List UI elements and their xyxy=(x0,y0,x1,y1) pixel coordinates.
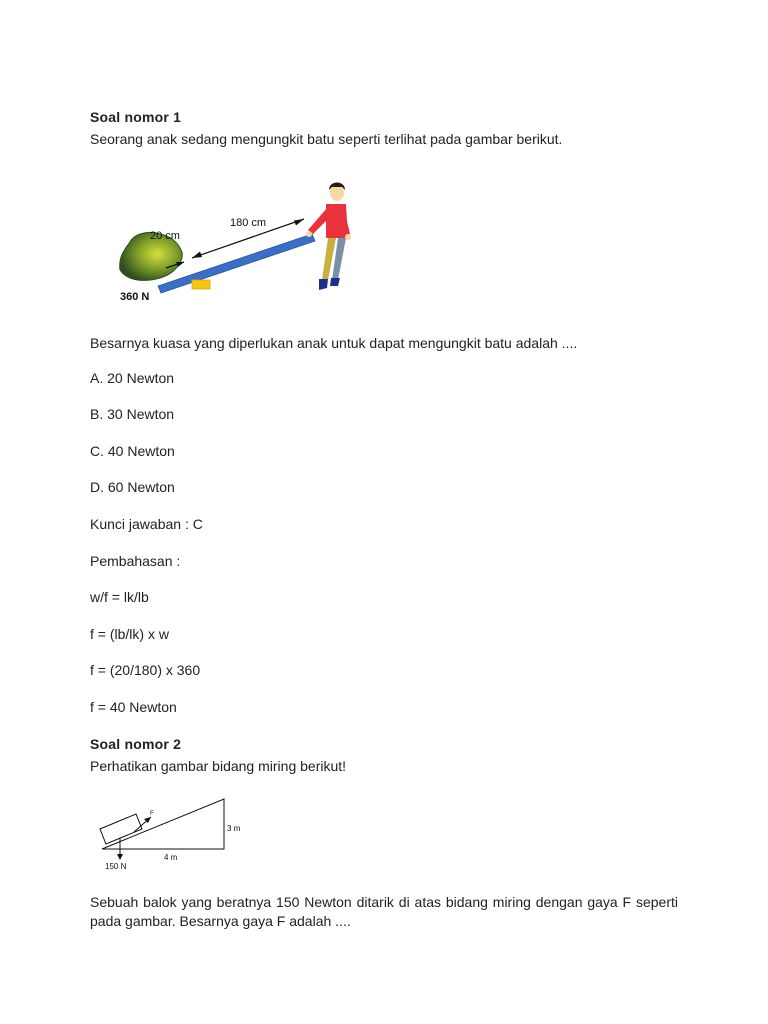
label-long-arm: 180 cm xyxy=(230,217,267,229)
label-force: F xyxy=(150,811,154,817)
q1-option-d: D. 60 Newton xyxy=(90,479,175,495)
q2-question: Sebuah balok yang beratnya 150 Newton ditarik di atas bidang miring dengan gaya F seperti pada gambar. Besarnya gaya F adalah .... xyxy=(90,894,678,929)
q1-discussion-label: Pembahasan : xyxy=(90,553,181,569)
q1-intro: Seorang anak sedang mengungkit batu seperti terlihat pada gambar berikut. xyxy=(90,131,563,147)
q1-question: Besarnya kuasa yang diperlukan anak untuk dapat mengungkit batu adalah .... xyxy=(90,335,578,351)
q1-option-c: C. 40 Newton xyxy=(90,443,175,459)
label-weight: 360 N xyxy=(120,291,150,303)
q1-step-4: f = 40 Newton xyxy=(90,699,177,715)
q2-heading: Soal nomor 2 xyxy=(90,736,182,752)
label-height: 3 m xyxy=(227,824,241,833)
q2-intro: Perhatikan gambar bidang miring berikut! xyxy=(90,758,347,774)
q1-step-2: f = (lb/lk) x w xyxy=(90,626,169,642)
fulcrum-block xyxy=(192,280,210,289)
incline-figure xyxy=(98,796,248,876)
q1-step-1: w/f = lk/lb xyxy=(90,589,149,605)
lever-figure xyxy=(112,178,362,306)
label-base: 4 m xyxy=(164,853,178,862)
label-weight: 150 N xyxy=(105,862,127,871)
incline-block xyxy=(100,814,142,844)
q1-option-b: B. 30 Newton xyxy=(90,406,175,422)
q1-heading: Soal nomor 1 xyxy=(90,109,182,125)
label-short-arm: 20 cm xyxy=(150,230,180,242)
q1-option-a: A. 20 Newton xyxy=(90,370,175,386)
q1-step-3: f = (20/180) x 360 xyxy=(90,662,201,678)
q1-answer-key: Kunci jawaban : C xyxy=(90,516,203,532)
